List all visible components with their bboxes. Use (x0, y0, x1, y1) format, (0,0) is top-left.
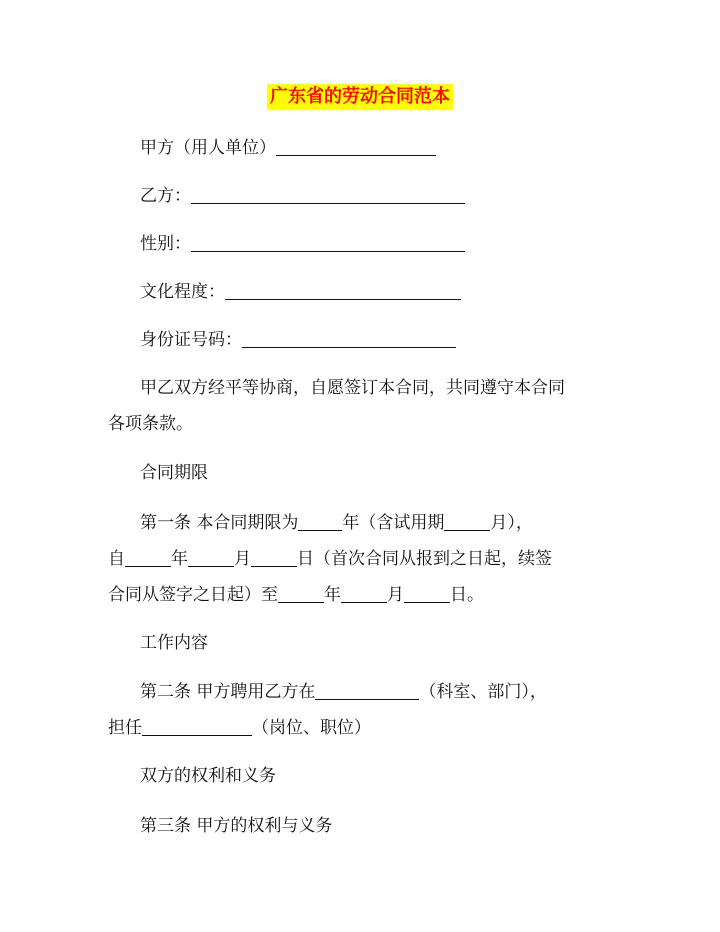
article-text: 自 (108, 549, 125, 569)
article-text: 月）， (490, 513, 533, 533)
blank-line (444, 510, 490, 531)
article-2-line-2 (108, 710, 612, 746)
field-label: 文化程度： (140, 282, 225, 302)
blank-line (315, 679, 419, 700)
article-text: 月 (234, 549, 251, 569)
blank-line (125, 546, 171, 567)
blank-line (341, 582, 387, 603)
article-text: 第一条 本合同期限为 (140, 513, 299, 533)
section-heading-work: 工作内容 (140, 633, 208, 653)
field-party-b (140, 178, 644, 214)
article-text: 日。 (450, 585, 484, 605)
field-label: 乙方： (140, 186, 191, 206)
article-3-heading: 第三条 甲方的权利与义务 (140, 816, 333, 836)
field-label: 身份证号码： (140, 330, 242, 350)
blank-line (276, 135, 436, 156)
blank-line (298, 510, 342, 531)
blank-line (188, 546, 234, 567)
article-text: 年 (171, 549, 188, 569)
blank-line (251, 546, 297, 567)
article-2-line-1 (140, 674, 644, 710)
article-text: 日（首次合同从报到之日起，续签 (297, 549, 552, 569)
intro-line-1: 甲乙双方经平等协商，自愿签订本合同，共同遵守本合同 (140, 378, 565, 398)
article-text: （岗位、职位） (252, 718, 371, 738)
field-education (140, 274, 644, 310)
title-wrap (0, 84, 720, 110)
article-text: 年 (324, 585, 341, 605)
article-text: 月 (387, 585, 404, 605)
field-label: 甲方（用人单位） (140, 138, 276, 158)
section-heading-rights: 双方的权利和义务 (140, 766, 276, 786)
intro-line-2: 各项条款。 (108, 414, 193, 434)
article-1-line-2 (108, 541, 612, 577)
blank-line (225, 279, 461, 300)
field-label: 性别： (140, 234, 191, 254)
blank-line (191, 231, 465, 252)
article-text: 年（含试用期 (342, 513, 445, 533)
field-gender (140, 226, 644, 262)
article-text: 担任 (108, 718, 142, 738)
blank-line (278, 582, 324, 603)
blank-line (242, 327, 456, 348)
field-id-number (140, 322, 644, 358)
field-party-a (140, 130, 644, 166)
article-text: （科室、部门）， (419, 682, 547, 702)
article-1-line-1 (140, 505, 644, 541)
blank-line (404, 582, 450, 603)
article-1-line-3 (108, 577, 612, 613)
article-text: 合同从签字之日起）至 (108, 585, 278, 605)
blank-line (191, 183, 465, 204)
section-heading-term: 合同期限 (140, 463, 208, 483)
document-title: 广东省的劳动合同范本 (267, 84, 453, 110)
article-text: 第二条 甲方聘用乙方在 (140, 682, 316, 702)
blank-line (142, 715, 252, 736)
